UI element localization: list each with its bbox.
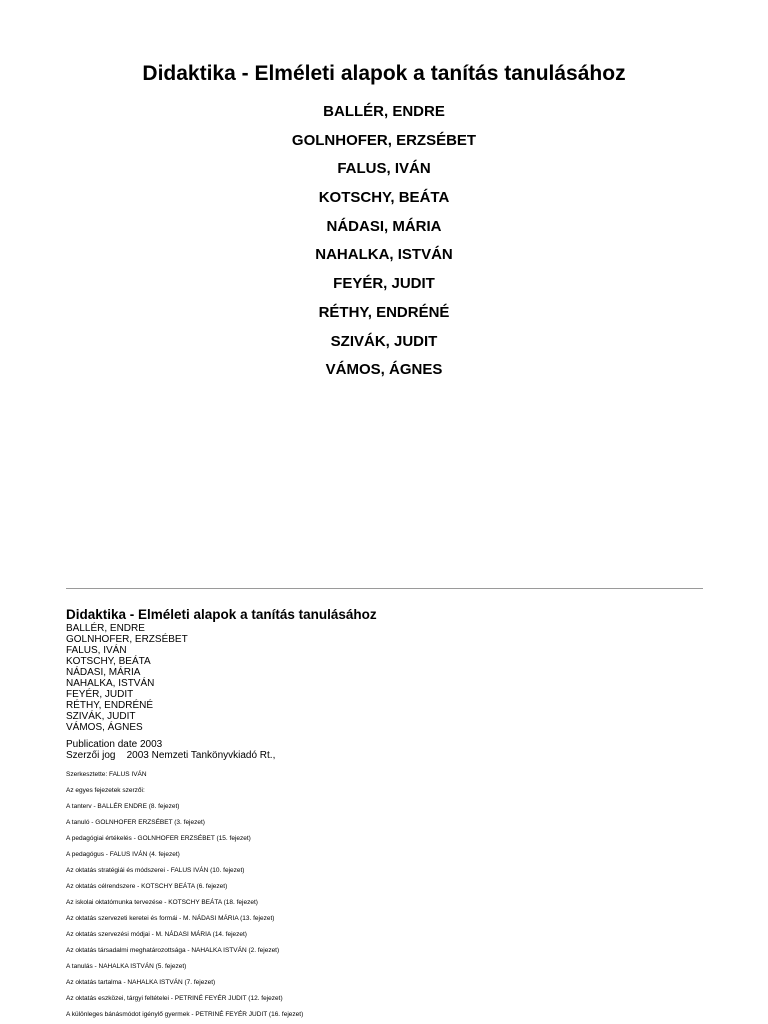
- credit-line: Az oktatás társadalmi meghatározottsága - NAHALKA ISTVÁN (2. fejezet): [66, 947, 280, 954]
- cover-author: NÁDASI, MÁRIA: [326, 217, 442, 235]
- cover-title: Didaktika - Elméleti alapok a tanítás tanulásához: [142, 62, 626, 85]
- credit-line: A tanulás - NAHALKA ISTVÁN (5. fejezet): [66, 963, 187, 970]
- book-info-author: KOTSCHY, BEÁTA: [66, 656, 151, 667]
- chapter-credits-list: [66, 767, 703, 1023]
- cover-author: GOLNHOFER, ERZSÉBET: [291, 131, 477, 149]
- credit-line: A tanuló - GOLNHOFER ERZSÉBET (3. fejezet): [66, 819, 205, 826]
- credit-line: Az oktatás stratégiái és módszerei - FALUS IVÁN (10. fejezet): [66, 867, 245, 874]
- credit-line: Az iskolai oktatómunka tervezése - KOTSCHY BEÁTA (18. fejezet): [66, 899, 258, 906]
- cover-author: NAHALKA, ISTVÁN: [315, 246, 453, 264]
- cover-author: FEYÉR, JUDIT: [333, 275, 435, 293]
- credit-line: Szerkesztette: FALUS IVÁN: [66, 771, 147, 778]
- cover-author: SZIVÁK, JUDIT: [330, 332, 438, 350]
- credit-line: A különleges bánásmódot igénylő gyermek - PETRINÉ FEYÉR JUDIT (16. fejezet): [66, 1011, 304, 1018]
- book-info-author: FEYÉR, JUDIT: [66, 689, 134, 700]
- book-info-author: SZIVÁK, JUDIT: [66, 711, 136, 722]
- book-info-author: GOLNHOFER, ERZSÉBET: [66, 634, 188, 645]
- cover-author-list: [0, 98, 768, 385]
- book-info-author-list: [66, 623, 703, 733]
- cover-author: RÉTHY, ENDRÉNÉ: [318, 303, 450, 321]
- cover-author: BALLÉR, ENDRE: [323, 103, 445, 120]
- book-info-author: NÁDASI, MÁRIA: [66, 667, 141, 678]
- credit-line: Az oktatás célrendszere - KOTSCHY BEÁTA (6. fejezet): [66, 883, 228, 890]
- credit-line: A pedagógus - FALUS IVÁN (4. fejezet): [66, 851, 180, 858]
- credit-line: Az oktatás eszközei, tárgyi feltételei - PETRINÉ FEYÉR JUDIT (12. fejezet): [66, 995, 283, 1002]
- publication-date: Publication date 2003: [66, 739, 163, 750]
- cover-author: FALUS, IVÁN: [337, 160, 431, 178]
- book-info-author: RÉTHY, ENDRÉNÉ: [66, 700, 154, 711]
- book-info-author: FALUS, IVÁN: [66, 645, 127, 656]
- credit-line: A tanterv - BALLÉR ENDRE (8. fejezet): [66, 803, 180, 810]
- book-info-author: NAHALKA, ISTVÁN: [66, 678, 155, 689]
- book-info-title: Didaktika - Elméleti alapok a tanítás tanulásához: [66, 607, 377, 622]
- page-divider: [66, 588, 703, 589]
- publication-block: [66, 739, 703, 761]
- book-info-author: VÁMOS, ÁGNES: [66, 722, 143, 733]
- cover-author: VÁMOS, ÁGNES: [325, 361, 443, 379]
- credit-line: Az oktatás szervezeti keretei és formái - M. NÁDASI MÁRIA (13. fejezet): [66, 915, 275, 922]
- credit-line: Az oktatás tartalma - NAHALKA ISTVÁN (7. fejezet): [66, 979, 216, 986]
- cover-author: KOTSCHY, BEÁTA: [318, 189, 450, 207]
- copyright-line: Szerzői jog 2003 Nemzeti Tankönyvkiadó Rt.,: [66, 750, 276, 761]
- book-info-author: BALLÉR, ENDRE: [66, 623, 145, 634]
- book-info-section: [66, 606, 703, 1023]
- credit-line: Az oktatás szervezési módjai - M. NÁDASI MÁRIA (14. fejezet): [66, 931, 247, 938]
- credit-line: Az egyes fejezetek szerzői:: [66, 787, 145, 794]
- credit-line: A pedagógiai értékelés - GOLNHOFER ERZSÉBET (15. fejezet): [66, 835, 251, 842]
